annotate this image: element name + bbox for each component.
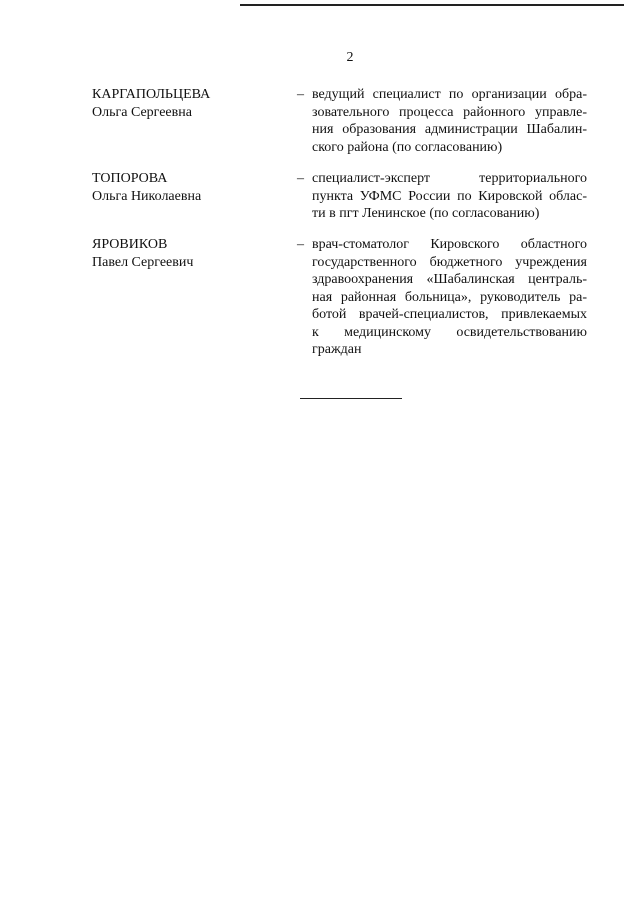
description-line: к медицинскому освидетельствованию: [312, 324, 587, 340]
description-line: ского района (по согласованию): [312, 139, 503, 155]
page-number: 2: [346, 50, 354, 65]
top-rule: [240, 4, 624, 6]
member-name: [92, 170, 201, 205]
description-line: пункта УФМС России по Кировской облас-: [312, 188, 587, 204]
description-line: здравоохранения «Шабалинская централь-: [312, 272, 587, 287]
given-names: Павел Сергеевич: [92, 254, 194, 270]
description-line: граждан: [312, 342, 362, 357]
member-name: [92, 236, 193, 271]
given-names: Ольга Сергеевна: [92, 104, 192, 120]
dash: –: [297, 87, 304, 102]
description-line: ная районная больница», руководитель ра-: [312, 289, 587, 305]
given-names: Ольга Николаевна: [92, 188, 202, 204]
closing-rule: [300, 398, 402, 399]
dash: –: [297, 171, 304, 186]
member-description: [312, 170, 587, 223]
description-line: ти в пгт Ленинское (по согласованию): [312, 206, 540, 221]
surname: КАРГАПОЛЬЦЕВА: [92, 87, 211, 102]
surname: ЯРОВИКОВ: [92, 237, 168, 252]
member-name: [92, 86, 210, 121]
description-line: ботой врачей-специалистов, привлекаемых: [312, 307, 587, 322]
description-line: ния образования администрации Шабалин-: [312, 122, 587, 137]
surname: ТОПОРОВА: [92, 171, 168, 186]
member-description: [312, 236, 587, 359]
description-line: врач-стоматолог Кировского областного: [312, 237, 587, 252]
member-description: [312, 86, 587, 156]
description-line: государственного бюджетного учреждения: [312, 254, 587, 270]
description-line: специалист-эксперт территориального: [312, 171, 587, 186]
description-line: ведущий специалист по организации обра-: [312, 87, 587, 102]
dash: –: [297, 237, 304, 252]
description-line: зовательного процесса районного управле-: [312, 104, 587, 120]
